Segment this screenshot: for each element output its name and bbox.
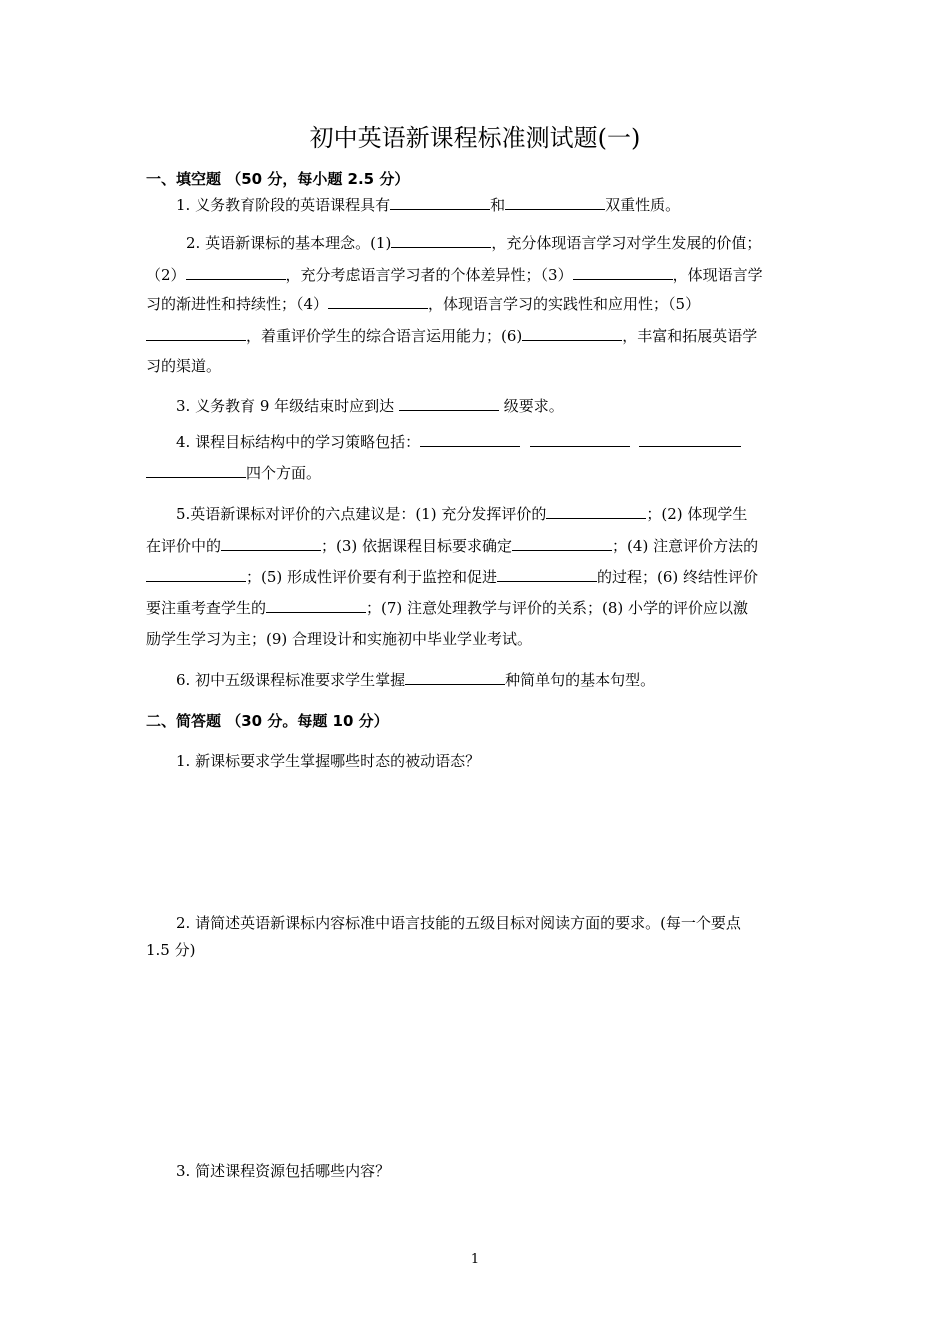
- question-text: 6. 初中五级课程标准要求学生掌握: [176, 671, 406, 689]
- question-1-5-line4: [146, 597, 748, 618]
- question-1-6: [176, 669, 655, 690]
- question-text: ，着重评价学生的综合语言运用能力；(6): [246, 327, 523, 345]
- question-2-2-line1: 2. 请简述英语新课标内容标准中语言技能的五级目标对阅读方面的要求。(每一个要点: [176, 914, 741, 932]
- question-2-3: 3. 简述课程资源包括哪些内容？: [176, 1162, 391, 1180]
- answer-blank[interactable]: [573, 265, 673, 280]
- question-text: 级要求。: [503, 397, 564, 415]
- answer-blank[interactable]: [505, 195, 605, 210]
- question-text: ，充分体现语言学习对学生发展的价值；: [491, 234, 762, 252]
- question-1-2-line3: [146, 293, 700, 314]
- question-text: 习的渐进性和持续性；（4）: [146, 295, 329, 313]
- question-1-4-line1: [176, 431, 741, 452]
- answer-blank[interactable]: [512, 536, 612, 551]
- question-text: 和: [490, 196, 506, 214]
- page-number: 1: [470, 1252, 480, 1267]
- question-text: （2）: [146, 266, 186, 284]
- section-1-heading: 一、填空题 （50 分，每小题 2.5 分）: [146, 170, 410, 188]
- answer-blank[interactable]: [146, 463, 246, 478]
- question-text: ；(3) 依据课程目标要求确定: [321, 537, 513, 555]
- answer-blank[interactable]: [399, 396, 499, 411]
- answer-blank[interactable]: [497, 567, 597, 582]
- question-text: ，丰富和拓展英语学: [622, 327, 758, 345]
- question-1-1: [176, 194, 680, 215]
- question-text: 5.英语新课标对评价的六点建议是：(1) 充分发挥评价的: [176, 505, 547, 523]
- question-text: ；(7) 注意处理教学与评价的关系；(8) 小学的评价应以激: [366, 599, 749, 617]
- question-text: ；(5) 形成性评价要有利于监控和促进: [246, 568, 498, 586]
- answer-blank[interactable]: [530, 432, 630, 447]
- question-text: 双重性质。: [605, 196, 681, 214]
- question-2-1: 1. 新课标要求学生掌握哪些时态的被动语态？: [176, 752, 481, 770]
- question-text: ，体现语言学习的实践性和应用性；（5）: [428, 295, 701, 313]
- answer-blank[interactable]: [146, 326, 246, 341]
- answer-blank[interactable]: [266, 598, 366, 613]
- question-text: 的过程；(6) 终结性评价: [597, 568, 759, 586]
- question-1-3: [176, 395, 564, 416]
- answer-blank[interactable]: [522, 326, 622, 341]
- question-1-5-line2: [146, 535, 758, 556]
- answer-blank[interactable]: [390, 195, 490, 210]
- answer-blank[interactable]: [639, 432, 741, 447]
- question-text: 种简单句的基本句型。: [505, 671, 656, 689]
- question-1-2-line5: 习的渠道。: [146, 357, 222, 375]
- question-text: 1. 义务教育阶段的英语课程具有: [176, 196, 391, 214]
- question-1-2-line1: [186, 232, 761, 253]
- question-text: 2. 英语新课标的基本理念。(1): [186, 234, 392, 252]
- question-1-5-line1: [176, 503, 747, 524]
- answer-blank[interactable]: [328, 294, 428, 309]
- question-text: 要注重考查学生的: [146, 599, 267, 617]
- question-text: 四个方面。: [246, 464, 322, 482]
- question-2-2-line2: 1.5 分): [146, 941, 196, 959]
- answer-blank[interactable]: [221, 536, 321, 551]
- answer-blank[interactable]: [391, 233, 491, 248]
- question-1-4-line2: [146, 462, 321, 483]
- question-1-5-line3: [146, 566, 758, 587]
- answer-blank[interactable]: [146, 567, 246, 582]
- question-text: 4. 课程目标结构中的学习策略包括：: [176, 433, 421, 451]
- question-1-2-line2: [146, 264, 763, 285]
- question-text: ，充分考虑语言学习者的个体差异性；（3）: [285, 266, 573, 284]
- answer-blank[interactable]: [186, 265, 286, 280]
- question-text: ；(4) 注意评价方法的: [612, 537, 759, 555]
- question-text: 在评价中的: [146, 537, 222, 555]
- page-title: 初中英语新课程标准测试题(一): [309, 124, 641, 152]
- question-1-5-line5: 励学生学习为主；(9) 合理设计和实施初中毕业学业考试。: [146, 630, 533, 648]
- question-1-2-line4: [146, 325, 757, 346]
- answer-blank[interactable]: [546, 504, 646, 519]
- answer-blank[interactable]: [420, 432, 520, 447]
- section-2-heading: 二、简答题 （30 分。每题 10 分）: [146, 712, 389, 730]
- question-text: ，体现语言学: [672, 266, 763, 284]
- question-text: 3. 义务教育 9 年级结束时应到达: [176, 397, 395, 415]
- question-text: ；(2) 体现学生: [646, 505, 748, 523]
- answer-blank[interactable]: [405, 670, 505, 685]
